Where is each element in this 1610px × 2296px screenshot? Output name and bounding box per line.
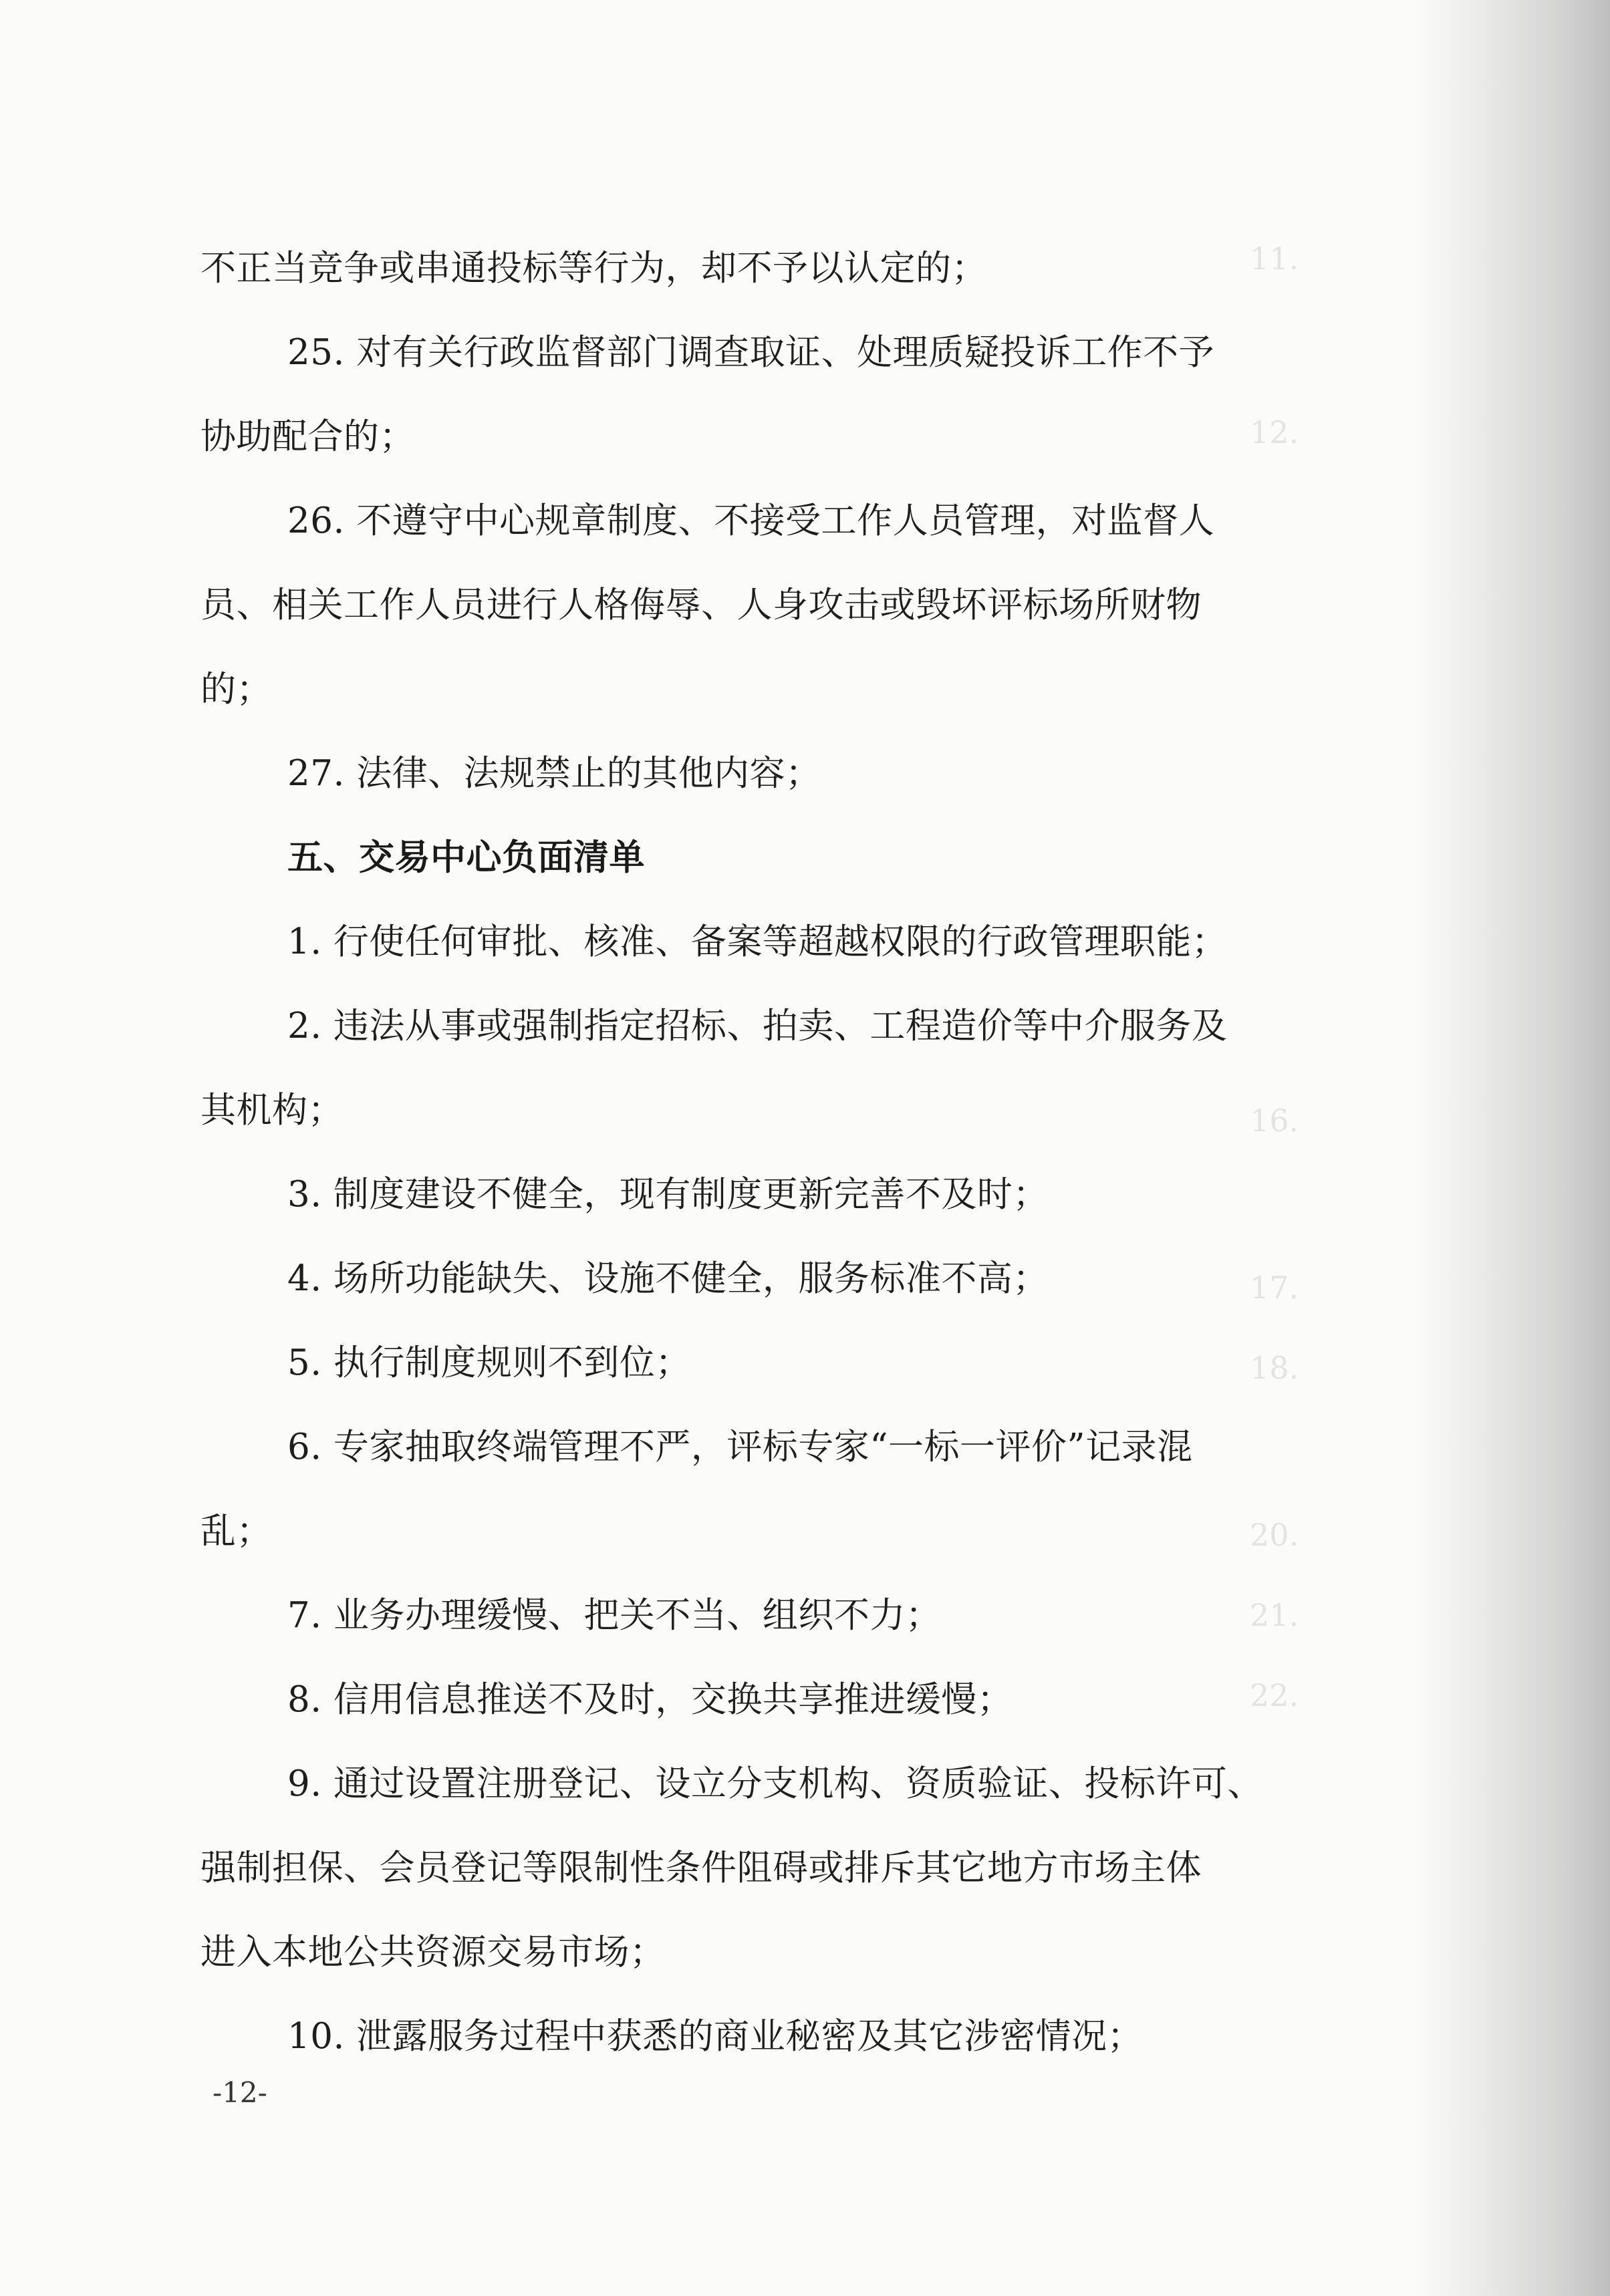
text-line: 4. 场所功能缺失、设施不健全，服务标准不高； bbox=[287, 1258, 1049, 1299]
text-line: 9. 通过设置注册登记、设立分支机构、资质验证、投标许可、 bbox=[287, 1763, 1263, 1804]
text-line: 27. 法律、法规禁止的其他内容； bbox=[287, 753, 821, 794]
text-line: 1. 行使任何审批、核准、备案等超越权限的行政管理职能； bbox=[287, 921, 1228, 962]
text-line: 其机构； bbox=[200, 1090, 344, 1131]
document-page: 11. 12. 16. 17. 18. 20. 21. 22. 不正当竞争或串通投标等行为，却不予以认定的； 25. 对有关行政监督部门调查取证、处理质疑投诉工作不予 协助配合的； 26. 不遵守中心规章制度、不接受工作人员管理，对监督人 员、相关工作人员进行人格侮辱、人身攻击或毁坏评标场所财物 的； 27. 法律、法规禁止的其他内容； 五、交易中心负面清单 1. 行使任何审批、核准、备案等超越权限的行政管理职能； 2. 违法从事或强制指定招标、拍卖、工程造价等中介服务及 其机构； 3. 制度建设不健全，现有制度更新完善不及时； 4. 场所功能缺失、设施不健全，服务标准不高； 5. 执行制度规则不到位； 6. 专家抽取终端管理不严，评标专家“一标一评价”记录混 乱； 7. 业务办理缓慢、把关不当、组织不力； 8. 信用信息推送不及时，交换共享推进缓慢； 9. 通过设置注册登记、设立分支机构、资质验证、投标许可、 强制担保、会员登记等限制性条件阻碍或排斥其它地方市场主体 进入本地公共资源交易市场； 10. 泄露服务过程中获悉的商业秘密及其它涉密情况； -12- bbox=[0, 0, 1610, 2296]
page-number: -12- bbox=[213, 2076, 267, 2109]
section-heading: 五、交易中心负面清单 bbox=[287, 837, 645, 878]
text-line: 26. 不遵守中心规章制度、不接受工作人员管理，对监督人 bbox=[287, 500, 1215, 541]
text-line: 2. 违法从事或强制指定招标、拍卖、工程造价等中介服务及 bbox=[287, 1006, 1228, 1046]
text-line: 8. 信用信息推送不及时，交换共享推进缓慢； bbox=[287, 1679, 1013, 1720]
text-line: 协助配合的； bbox=[200, 416, 415, 457]
text-line: 6. 专家抽取终端管理不严，评标专家“一标一评价”记录混 bbox=[287, 1427, 1193, 1467]
text-line: 3. 制度建设不健全，现有制度更新完善不及时； bbox=[287, 1174, 1049, 1215]
text-line: 不正当竞争或串通投标等行为，却不予以认定的； bbox=[200, 248, 987, 289]
text-line: 强制担保、会员登记等限制性条件阻碍或排斥其它地方市场主体 bbox=[200, 1848, 1202, 1888]
text-line: 10. 泄露服务过程中获悉的商业秘密及其它涉密情况； bbox=[287, 2016, 1144, 2057]
text-line: 7. 业务办理缓慢、把关不当、组织不力； bbox=[287, 1595, 942, 1636]
text-line: 的； bbox=[200, 669, 272, 710]
text-line: 25. 对有关行政监督部门调查取证、处理质疑投诉工作不予 bbox=[287, 332, 1215, 373]
text-line: 员、相关工作人员进行人格侮辱、人身攻击或毁坏评标场所财物 bbox=[200, 585, 1202, 625]
text-line: 进入本地公共资源交易市场； bbox=[200, 1932, 666, 1973]
text-line: 乱； bbox=[200, 1511, 272, 1552]
text-line: 5. 执行制度规则不到位； bbox=[287, 1342, 691, 1383]
